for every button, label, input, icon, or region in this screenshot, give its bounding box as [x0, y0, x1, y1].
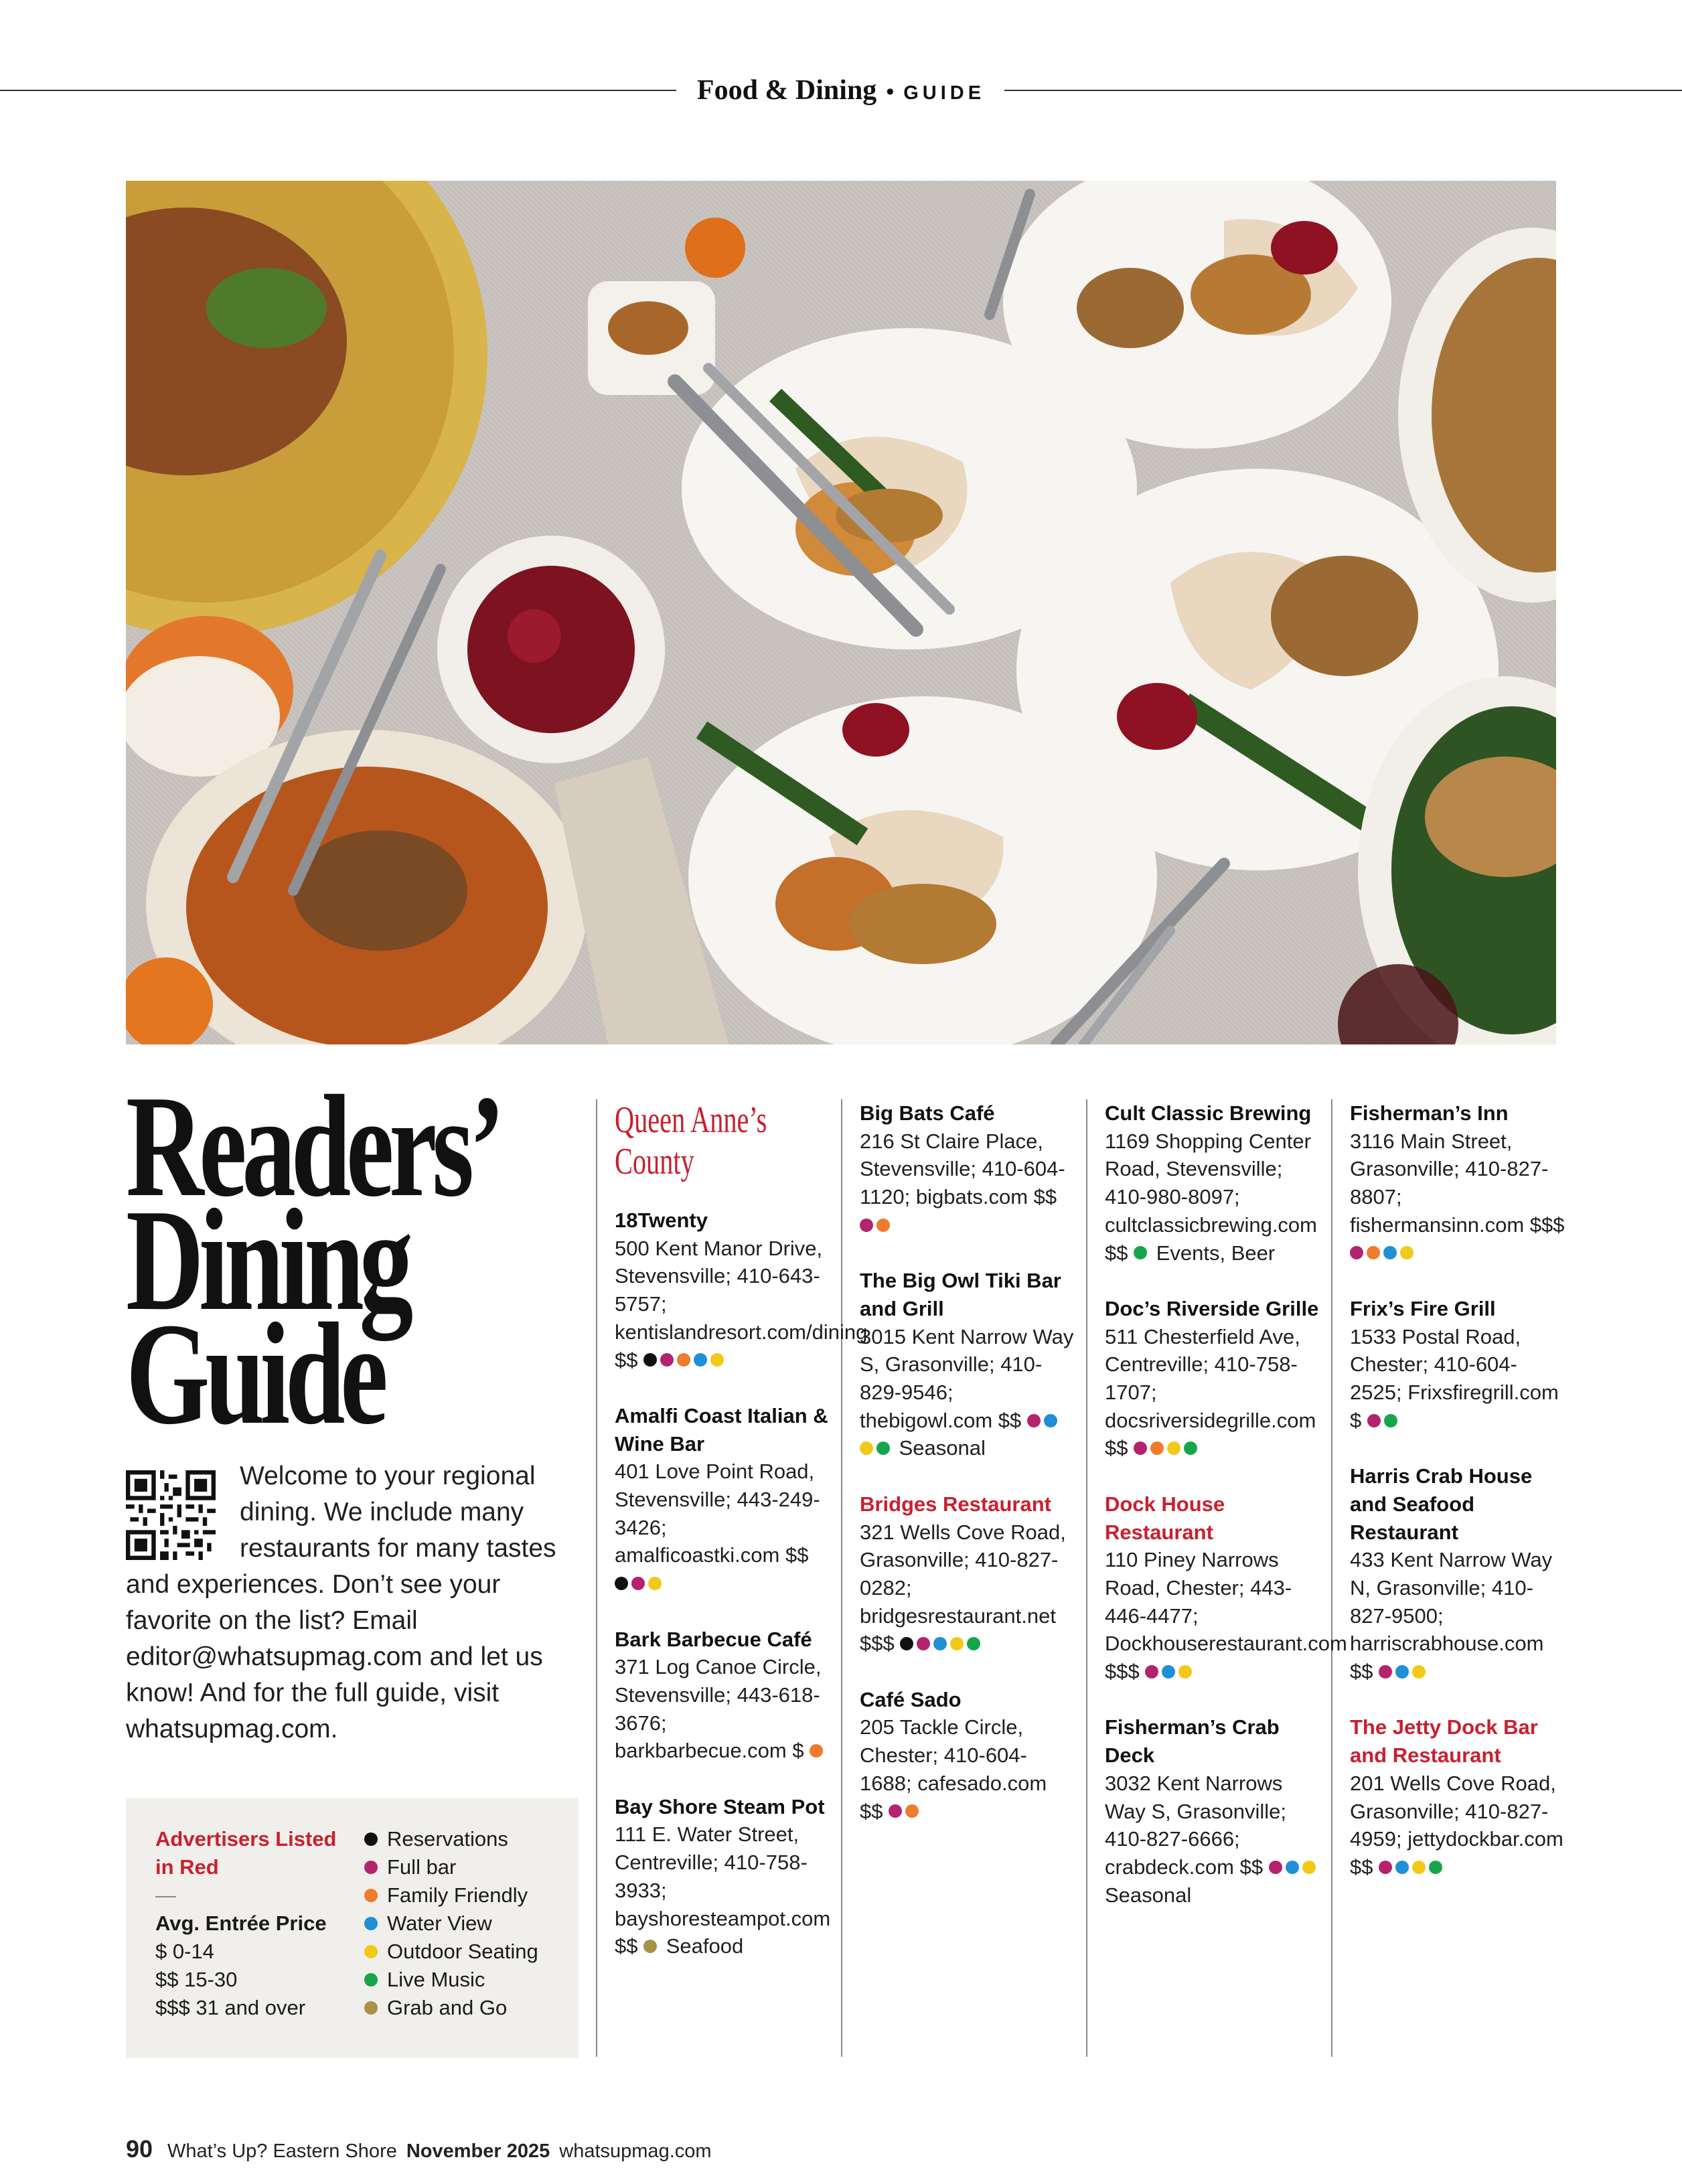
full-bar-dot-icon — [1379, 1665, 1392, 1679]
restaurant-listing — [1105, 1490, 1347, 1686]
restaurant-info: 3116 Main Street, Grasonville; 410-827-8807; fishermansinn.com $$$ — [1350, 1129, 1565, 1237]
legend-label: Grab and Go — [387, 1996, 508, 2019]
legend-label: Water View — [387, 1912, 492, 1935]
family-dot-icon — [810, 1744, 823, 1758]
legend-dot-icon — [364, 1917, 378, 1930]
restaurant-name: The Jetty Dock Bar and Restaurant — [1350, 1715, 1538, 1768]
section-label: GUIDE — [903, 82, 986, 104]
music-dot-icon — [1384, 1414, 1397, 1427]
amenity-dots — [1134, 1241, 1150, 1265]
county-heading-line-1: Queen Anne’s — [615, 1099, 767, 1141]
reservations-dot-icon — [900, 1637, 913, 1650]
restaurant-extra: Seafood — [660, 1934, 744, 1958]
water-dot-icon — [933, 1637, 947, 1650]
full-bar-dot-icon — [1367, 1414, 1381, 1427]
listing-column-4 — [1350, 1099, 1565, 1909]
outdoor-dot-icon — [1412, 1665, 1426, 1679]
site-url[interactable]: whatsupmag.com — [559, 2140, 712, 2162]
legend-label: Full bar — [387, 1855, 457, 1879]
advertisers-note: Advertisers Listed in Red — [155, 1827, 337, 1879]
listing-column-2 — [860, 1099, 1075, 1853]
restaurant-name: 18Twenty — [615, 1208, 708, 1232]
full-bar-dot-icon — [1379, 1861, 1392, 1874]
amenity-dots — [1379, 1855, 1446, 1879]
water-dot-icon — [694, 1353, 707, 1367]
restaurant-info: 433 Kent Narrow Way N, Grasonville; 410-827-9500; harriscrabhouse.com $$ — [1350, 1548, 1553, 1684]
restaurant-listing — [615, 1402, 830, 1597]
restaurant-name: Big Bats Café — [860, 1101, 995, 1125]
amenity-dots — [860, 1213, 893, 1237]
music-dot-icon — [1134, 1246, 1147, 1259]
legend-item-live-music — [364, 1966, 565, 1994]
outdoor-dot-icon — [1302, 1861, 1316, 1874]
restaurant-info: 1533 Postal Road, Chester; 410-604-2525; Frixsfiregrill.com $ — [1350, 1324, 1559, 1432]
water-dot-icon — [1395, 1861, 1409, 1874]
restaurant-details — [860, 1323, 1075, 1463]
legend-item-grab-and-go — [364, 1994, 565, 2022]
restaurant-listing — [860, 1267, 1075, 1462]
legend-item-full-bar — [364, 1853, 565, 1881]
restaurant-name: Fisherman’s Inn — [1350, 1101, 1509, 1125]
family-dot-icon — [1367, 1246, 1380, 1259]
page-number: 90 — [126, 2135, 153, 2163]
legend-item-reservations — [364, 1825, 565, 1853]
water-dot-icon — [1383, 1246, 1397, 1259]
restaurant-name: Bridges Restaurant — [860, 1492, 1051, 1516]
full-bar-dot-icon — [889, 1804, 902, 1818]
amenity-dots — [615, 1571, 665, 1595]
restaurant-details — [1105, 1770, 1320, 1909]
legend-label: Live Music — [387, 1968, 485, 1991]
water-dot-icon — [1286, 1861, 1299, 1874]
amenity-dots — [1367, 1409, 1401, 1432]
restaurant-details — [1350, 1546, 1565, 1686]
restaurant-details — [615, 1820, 830, 1960]
restaurant-info: 401 Love Point Road, Stevensville; 443-249-3426; amalficoastki.com $$ — [615, 1460, 820, 1567]
legend-dot-icon — [364, 1973, 378, 1986]
outdoor-dot-icon — [860, 1441, 873, 1455]
page-footer — [126, 2134, 712, 2166]
amenity-dots — [1379, 1660, 1429, 1683]
restaurant-info: 371 Log Canoe Circle, Stevensville; 443-618-3676; barkbarbecue.com $ — [615, 1655, 822, 1763]
legend-label: Outdoor Seating — [387, 1940, 538, 1963]
feature-photo — [126, 181, 1556, 1044]
family-dot-icon — [677, 1353, 690, 1367]
legend-price-column — [155, 1825, 350, 2022]
legend-item-water-view — [364, 1909, 565, 1938]
legend-divider: — — [155, 1883, 176, 1907]
restaurant-listing — [615, 1206, 868, 1374]
restaurant-name: The Big Owl Tiki Bar and Grill — [860, 1269, 1061, 1320]
restaurant-details — [1105, 1127, 1320, 1267]
music-dot-icon — [876, 1441, 890, 1455]
legend-item-family-friendly — [364, 1881, 565, 1909]
full-bar-dot-icon — [1134, 1441, 1147, 1455]
issue-date: November 2025 — [406, 2140, 550, 2162]
legend-dot-icon — [364, 2001, 378, 2015]
restaurant-name: Dock House Restaurant — [1105, 1492, 1225, 1544]
full-bar-dot-icon — [1145, 1665, 1158, 1679]
restaurant-name: Harris Crab House and Seafood Restaurant — [1350, 1464, 1533, 1544]
legend-dot-icon — [364, 1832, 378, 1846]
header-separator: • — [886, 79, 895, 104]
magazine-name: What’s Up? Eastern Shore — [167, 2140, 397, 2162]
legend-dot-icon — [364, 1889, 378, 1902]
title-line-1: Readers’ — [126, 1066, 500, 1227]
restaurant-listing — [1350, 1713, 1565, 1881]
legend-label: Reservations — [387, 1827, 508, 1851]
reservations-dot-icon — [643, 1353, 657, 1367]
restaurant-name: Frix’s Fire Grill — [1350, 1296, 1496, 1320]
restaurant-details — [615, 1458, 830, 1597]
water-dot-icon — [1395, 1665, 1409, 1679]
amenity-dots — [810, 1739, 826, 1762]
county-heading — [615, 1099, 770, 1182]
restaurant-name: Café Sado — [860, 1687, 962, 1711]
restaurant-name: Bay Shore Steam Pot — [615, 1794, 825, 1818]
listing-column-3 — [1105, 1099, 1347, 1937]
amenity-dots — [900, 1632, 984, 1655]
outdoor-dot-icon — [950, 1637, 964, 1650]
column-divider-2 — [841, 1099, 842, 2057]
restaurant-listing — [860, 1099, 1075, 1239]
restaurant-info: 216 St Claire Place, Stevensville; 410-604-1120; bigbats.com $$ — [860, 1129, 1065, 1209]
outdoor-dot-icon — [1178, 1665, 1192, 1679]
full-bar-dot-icon — [660, 1353, 674, 1367]
restaurant-details — [615, 1235, 868, 1375]
restaurant-details — [1350, 1770, 1565, 1881]
restaurant-details — [860, 1713, 1075, 1825]
grab-dot-icon — [643, 1940, 657, 1953]
restaurant-info: 511 Chesterfield Ave, Centreville; 410-758-1707; docsriversidegrille.com $$ — [1105, 1324, 1316, 1460]
restaurant-name: Fisherman’s Crab Deck — [1105, 1715, 1280, 1768]
family-dot-icon — [905, 1804, 919, 1818]
restaurant-details — [615, 1653, 830, 1765]
restaurant-details — [860, 1127, 1075, 1239]
outdoor-dot-icon — [1167, 1441, 1180, 1455]
legend-label: Family Friendly — [387, 1883, 528, 1907]
restaurant-listing — [1350, 1462, 1565, 1686]
restaurant-listing — [1105, 1099, 1320, 1267]
county-heading-line-2: County — [615, 1141, 694, 1182]
restaurant-listing — [1350, 1295, 1565, 1435]
full-bar-dot-icon — [1350, 1246, 1363, 1259]
section-name: Food & Dining — [696, 75, 877, 106]
restaurant-listing — [615, 1626, 830, 1766]
water-dot-icon — [1162, 1665, 1175, 1679]
price-tier-3: $$$ 31 and over — [155, 1996, 306, 2019]
restaurant-listing — [860, 1490, 1075, 1658]
restaurant-extra: Seasonal — [893, 1436, 986, 1460]
water-dot-icon — [1044, 1414, 1057, 1427]
family-dot-icon — [1150, 1441, 1164, 1455]
outdoor-dot-icon — [710, 1353, 724, 1367]
intro-text-block — [126, 1458, 561, 1747]
section-header — [0, 67, 1682, 120]
music-dot-icon — [967, 1637, 980, 1650]
outdoor-dot-icon — [648, 1577, 662, 1590]
restaurant-listing — [1105, 1713, 1320, 1909]
legend-dot-icon — [364, 1861, 378, 1874]
restaurant-details — [1105, 1323, 1320, 1463]
legend-box — [126, 1798, 579, 2058]
restaurant-name: Doc’s Riverside Grille — [1105, 1296, 1319, 1320]
restaurant-listing — [615, 1793, 830, 1960]
restaurant-info: 205 Tackle Circle, Chester; 410-604-1688; cafesado.com $$ — [860, 1715, 1047, 1823]
legend-dot-icon — [364, 1945, 378, 1958]
restaurant-name: Amalfi Coast Italian & Wine Bar — [615, 1403, 828, 1456]
amenity-dots — [1269, 1855, 1319, 1879]
full-bar-dot-icon — [860, 1219, 873, 1232]
music-dot-icon — [1429, 1861, 1442, 1874]
outdoor-dot-icon — [1400, 1246, 1413, 1259]
restaurant-info: 321 Wells Cove Road, Grasonville; 410-827-0282; bridgesrestaurant.net $$$ — [860, 1520, 1066, 1656]
restaurant-name: Cult Classic Brewing — [1105, 1101, 1312, 1125]
amenity-dots — [889, 1800, 922, 1823]
full-bar-dot-icon — [1027, 1414, 1041, 1427]
restaurant-info: 201 Wells Cove Road, Grasonville; 410-827-4959; jettydockbar.com $$ — [1350, 1771, 1563, 1879]
intro-text: Welcome to your regional dining. We include many restaurants for many tastes and experiences. Don’t see your favorite on the list? Email editor@whatsupmag.com and let us know! And for the full guide, visit whatsupmag.com. — [126, 1462, 556, 1743]
amenity-dots — [1350, 1241, 1417, 1265]
full-bar-dot-icon — [917, 1637, 930, 1650]
page-title — [126, 1066, 500, 1455]
restaurant-extra: Seasonal — [1105, 1883, 1192, 1907]
restaurant-info: 111 E. Water Street, Centreville; 410-758-3933; bayshoresteampot.com $$ — [615, 1822, 831, 1958]
reservations-dot-icon — [615, 1577, 628, 1590]
restaurant-name: Bark Barbecue Café — [615, 1627, 812, 1651]
restaurant-info: 1169 Shopping Center Road, Stevensville; 410-980-8097; cultclassicbrewing.com $$ — [1105, 1129, 1317, 1265]
column-divider-1 — [596, 1099, 597, 2057]
column-divider-4 — [1331, 1099, 1332, 2057]
amenity-dots — [1134, 1436, 1201, 1460]
restaurant-details — [1105, 1546, 1347, 1686]
full-bar-dot-icon — [631, 1577, 645, 1590]
amenity-dots — [1145, 1660, 1195, 1683]
price-tier-1: $ 0-14 — [155, 1940, 214, 1963]
restaurant-info: 3015 Kent Narrow Way S, Grasonville; 410-829-9546; thebigowl.com $$ — [860, 1324, 1074, 1432]
full-bar-dot-icon — [1269, 1861, 1282, 1874]
restaurant-info: 500 Kent Manor Drive, Stevensville; 410-643-5757; kentislandresort.com/dining $$ — [615, 1236, 868, 1372]
restaurant-info: 110 Piney Narrows Road, Chester; 443-446-4477; Dockhouserestaurant.com $$$ — [1105, 1548, 1347, 1684]
family-dot-icon — [876, 1219, 890, 1232]
restaurant-listing — [1105, 1295, 1320, 1462]
restaurant-extra: Events, Beer — [1150, 1241, 1276, 1265]
outdoor-dot-icon — [1412, 1861, 1426, 1874]
price-heading: Avg. Entrée Price — [155, 1912, 327, 1935]
title-line-3: Guide — [126, 1294, 384, 1455]
restaurant-details — [1350, 1323, 1565, 1435]
column-divider-3 — [1086, 1099, 1087, 2057]
restaurant-details — [860, 1518, 1075, 1658]
legend-feature-list — [364, 1825, 565, 2022]
legend-item-outdoor-seating — [364, 1938, 565, 1966]
amenity-dots — [643, 1934, 660, 1958]
restaurant-details — [1350, 1127, 1565, 1267]
price-tier-2: $$ 15-30 — [155, 1968, 238, 1991]
restaurant-listing — [860, 1686, 1075, 1826]
restaurant-info: 3032 Kent Narrows Way S, Grasonville; 410-827-6666; crabdeck.com $$ — [1105, 1771, 1287, 1879]
restaurant-listing — [1350, 1099, 1565, 1267]
amenity-dots — [643, 1348, 727, 1372]
listing-column-1 — [615, 1099, 868, 1988]
music-dot-icon — [1184, 1441, 1197, 1455]
title-line-2: Dining — [126, 1180, 408, 1341]
